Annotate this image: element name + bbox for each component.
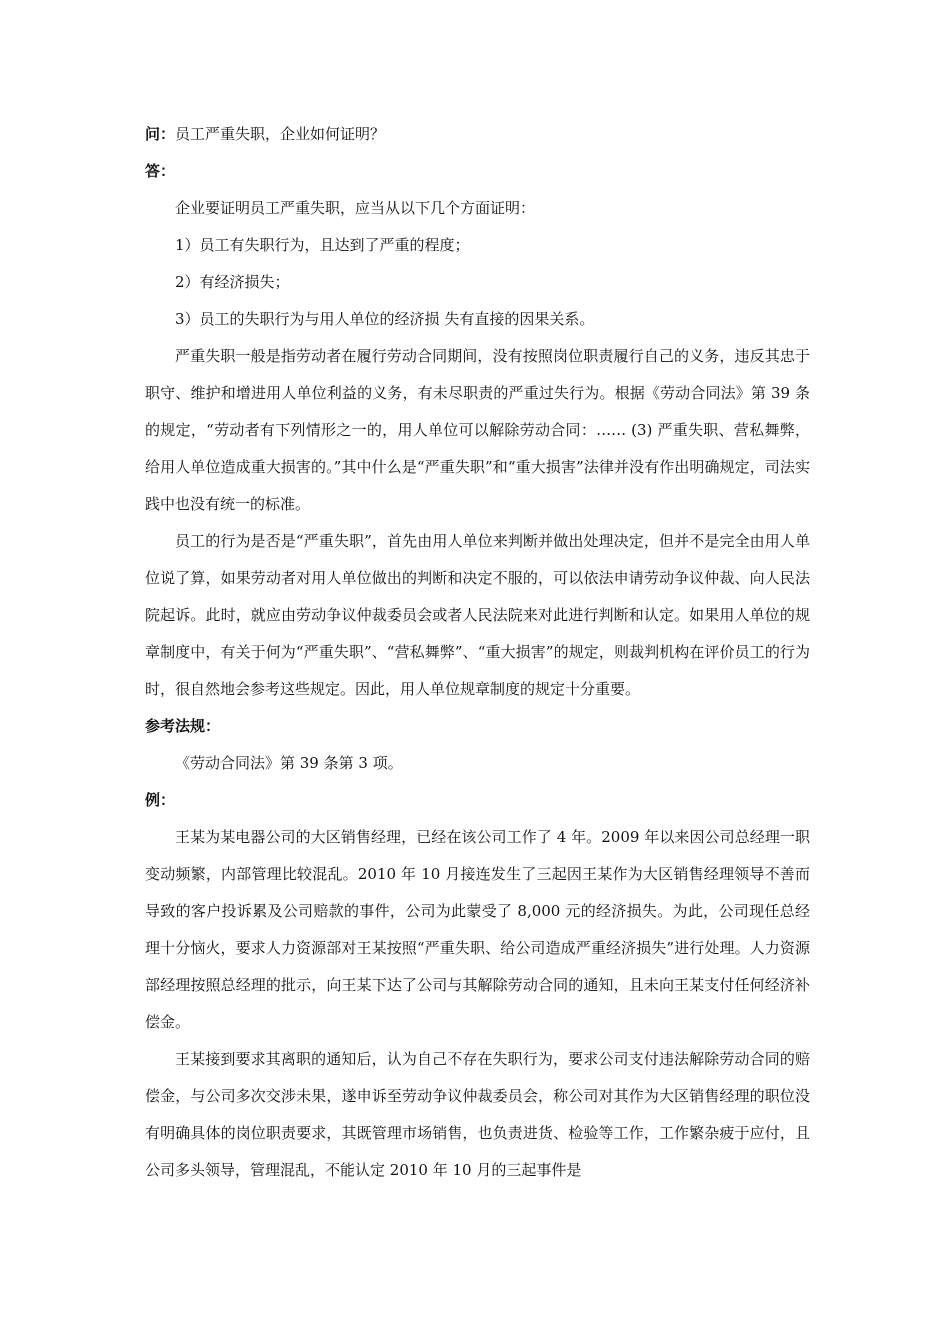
- question-text: 员工严重失职，企业如何证明？: [175, 125, 386, 143]
- answer-paragraph-2: 员工的行为是否是“严重失职”，首先由用人单位来判断并做出处理决定，但并不是完全由用人单位说了算，如果劳动者对用人单位做出的判断和决定不服的，可以依法申请劳动争议仲裁、向人民法院起诉。此时，就应由劳动争议仲裁委员会或者人民法院来对此进行判断和认定。如果用人单位的规章制度中，有关于何为“严重失职”、“营私舞弊”、“重大损害”的规定，则裁判机构在评价员工的行为时，很自然地会参考这些规定。因此，用人单位规章制度的规定十分重要。: [145, 532, 810, 698]
- question-label: 问：: [145, 125, 176, 143]
- answer-label: 答：: [145, 162, 176, 180]
- example-paragraph-2: 王某接到要求其离职的通知后，认为自己不存在失职行为，要求公司支付违法解除劳动合同的赔偿金，与公司多次交涉未果，遂申诉至劳动争议仲裁委员会，称公司对其作为大区销售经理的职位没有明确具体的岗位职责要求，其既管理市场销售，也负责进货、检验等工作，工作繁杂疲于应付，且公司多头领导，管理混乱，不能认定 2010 年 10 月的三起事件是: [145, 1050, 810, 1179]
- answer-point-3: 3）员工的失职行为与用人单位的经济损 失有直接的因果关系。: [175, 310, 595, 328]
- reference-text: 《劳动合同法》第 39 条第 3 项。: [175, 754, 403, 772]
- answer-point-1: 1）员工有失职行为，且达到了严重的程度；: [175, 236, 470, 254]
- document-page: [145, 116, 810, 1189]
- question-line: [145, 116, 810, 153]
- answer-point-2: 2）有经济损失；: [175, 273, 290, 291]
- answer-intro: 企业要证明员工严重失职，应当从以下几个方面证明：: [175, 199, 536, 217]
- example-paragraph-1: 王某为某电器公司的大区销售经理，已经在该公司工作了 4 年。2009 年以来因公司总经理一职变动频繁，内部管理比较混乱。2010 年 10 月接连发生了三起因王某作为大区销售经理领导不善而导致的客户投诉累及公司赔款的事件，公司为此蒙受了 8,000 元的经济损失。为此，公司现任总经理十分恼火，要求人力资源部对王某按照“严重失职、给公司造成严重经济损失”进行处理。人力资源部经理按照总经理的批示，向王某下达了公司与其解除劳动合同的通知，且未向王某支付任何经济补偿金。: [145, 828, 810, 1031]
- reference-label: 参考法规：: [145, 717, 221, 735]
- example-label: 例：: [145, 791, 176, 809]
- answer-paragraph-1: 严重失职一般是指劳动者在履行劳动合同期间，没有按照岗位职责履行自己的义务，违反其忠于职守、维护和增进用人单位利益的义务，有未尽职责的严重过失行为。根据《劳动合同法》第 39 条的规定，“劳动者有下列情形之一的，用人单位可以解除劳动合同：…… (3) 严重失职、营私舞弊，给用人单位造成重大损害的。”其中什么是“严重失职”和“重大损害”法律并没有作出明确规定，司法实践中也没有统一的标准。: [145, 347, 810, 513]
